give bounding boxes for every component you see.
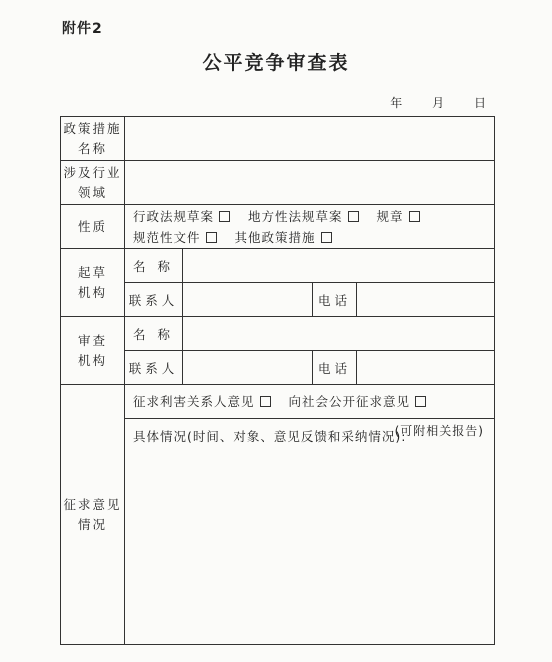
drafting-name-field[interactable] [183,249,495,283]
nature-options [125,205,495,249]
checkbox[interactable] [260,396,271,407]
row-drafting-contact [61,283,495,317]
checkbox[interactable] [206,232,217,243]
checkbox[interactable] [348,211,359,222]
row-nature [61,205,495,249]
option-admin-regulation-draft[interactable]: 行政法规草案 [133,206,230,227]
drafting-contact-label: 联系人 [125,283,183,317]
consultation-options [125,385,495,419]
review-org-label: 审查 机构 [61,317,125,385]
row-industry [61,161,495,205]
date-day: 日 [473,96,486,110]
consultation-details-field[interactable] [125,419,495,645]
form-title: 公平竞争审查表 [202,52,350,74]
details-label: 具体情况(时间、对象、意见反馈和采纳情况): [133,429,407,444]
attachment-label: 附件2 [62,21,103,37]
industry-field[interactable] [125,161,495,205]
review-phone-label: 电话 [313,351,357,385]
drafting-contact-field[interactable] [183,283,313,317]
option-public[interactable]: 向社会公开征求意见 [289,391,427,412]
option-rules[interactable]: 规章 [377,206,420,227]
policy-name-label: 政策措施 名称 [61,117,125,161]
review-contact-label: 联系人 [125,351,183,385]
drafting-name-label: 名 称 [125,249,183,283]
checkbox[interactable] [219,211,230,222]
option-stakeholders[interactable]: 征求利害关系人意见 [133,391,271,412]
checkbox[interactable] [409,211,420,222]
checkbox[interactable] [321,232,332,243]
drafting-org-label: 起草 机构 [61,249,125,317]
row-drafting-name [61,249,495,283]
drafting-phone-label: 电话 [313,283,357,317]
row-review-contact [61,351,495,385]
review-name-label: 名 称 [125,317,183,351]
attach-report-note: (可附相关报告) [394,424,484,438]
row-consultation-options [61,385,495,419]
nature-label: 性质 [61,205,125,249]
option-local-regulation-draft[interactable]: 地方性法规草案 [248,206,359,227]
checkbox[interactable] [415,396,426,407]
policy-name-field[interactable] [125,117,495,161]
row-policy-name [61,117,495,161]
option-normative-document[interactable]: 规范性文件 [133,227,217,248]
date-line [364,94,486,111]
drafting-phone-field[interactable] [357,283,495,317]
review-contact-field[interactable] [183,351,313,385]
consultation-label: 征求意见 情况 [61,385,125,645]
date-month: 月 [432,96,445,110]
review-name-field[interactable] [183,317,495,351]
option-other-measures[interactable]: 其他政策措施 [235,227,332,248]
row-consultation-details [61,419,495,645]
review-form-table [60,116,495,645]
row-review-name [61,317,495,351]
review-phone-field[interactable] [357,351,495,385]
date-year: 年 [390,96,403,110]
industry-label: 涉及行业 领域 [61,161,125,205]
